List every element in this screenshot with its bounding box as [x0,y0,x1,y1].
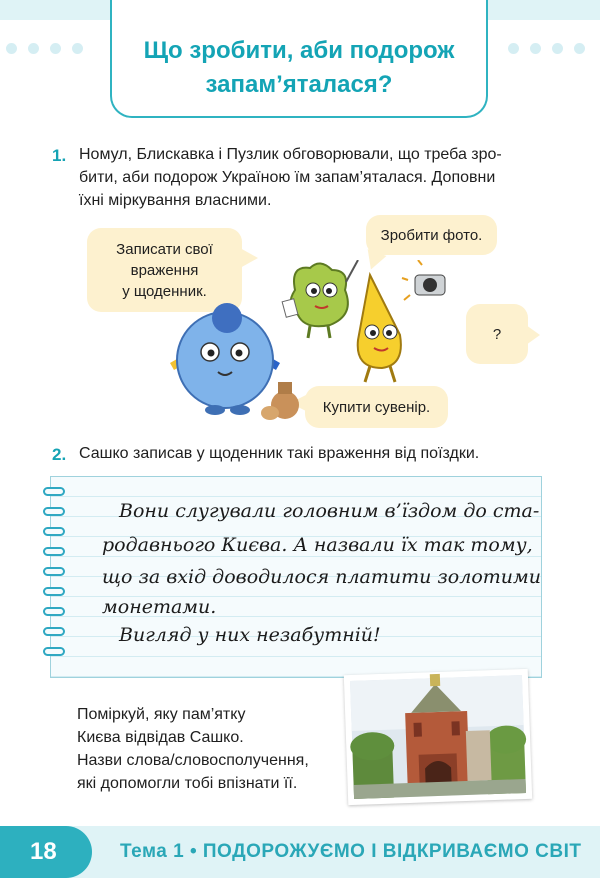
bubble-diary-line3: у щоденник. [122,282,207,300]
green-character-icon [282,260,358,338]
diary-line: Вони слугували головним в’їздом до ста- [119,500,540,522]
bubble-souvenir-text: Купити сувенір. [322,398,431,416]
bubble-photo-text: Зробити фото. [380,226,483,244]
bubble-question-text: ? [492,325,502,343]
diary-line: родавнього Києва. А назвали їх так тому, [102,534,533,556]
spiral-ring [43,647,65,656]
question-line1: Поміркуй, яку пам’ятку [77,706,246,723]
yellow-character-icon [358,275,401,382]
diary-line: що за вхід доводилося платити золотими [102,566,542,588]
task1-line2: бити, аби подорож Україною їм запам’яталася. Доповни [79,169,496,186]
title-box [110,0,488,118]
question-line3: Назви слова/словосполучення, [77,752,309,769]
page-title-line2: запам’яталася? [205,71,393,98]
bubble-diary-line1: Записати свої [116,240,213,258]
diary-line: монетами. [102,596,217,618]
bubble-diary-line2: враження [130,261,199,279]
spiral-ring [43,507,65,516]
characters-illustration [160,260,460,425]
task2-number: 2. [52,445,67,464]
spiral-ring [43,487,65,496]
camera-icon [402,260,445,300]
spiral-ring [43,527,65,536]
bubble-photo [366,215,497,255]
golden-gate-photo [344,669,532,805]
diary-line: Вигляд у них незабутній! [119,624,381,646]
page-number: 18 [30,838,57,865]
task2-text: Сашко записав у щоденник такі враження від поїздки. [79,445,480,462]
question-line4: які допомогли тобі впізнати її. [77,775,298,792]
vase-icon [261,382,299,420]
task1-number: 1. [52,146,67,165]
footer-topic: Тема 1 • ПОДОРОЖУЄМО І ВІДКРИВАЄМО СВІТ [120,841,582,862]
spiral-ring [43,547,65,556]
question-line2: Києва відвідав Сашко. [77,729,244,746]
spiral-ring [43,627,65,636]
golden-gate-icon [344,669,532,805]
page-title-line1: Що зробити, аби подорож [143,37,455,64]
task1-line1: Номул, Блискавка і Пузлик обговорювали, що треба зро- [79,146,502,163]
bubble-question-tail [526,325,540,345]
bubble-question [466,304,528,364]
task1-line3: їхні міркування власними. [79,192,272,209]
spiral-ring [43,587,65,596]
spiral-ring [43,567,65,576]
diary-notebook [50,476,542,678]
spiral-ring [43,607,65,616]
blue-character-icon [170,303,280,415]
